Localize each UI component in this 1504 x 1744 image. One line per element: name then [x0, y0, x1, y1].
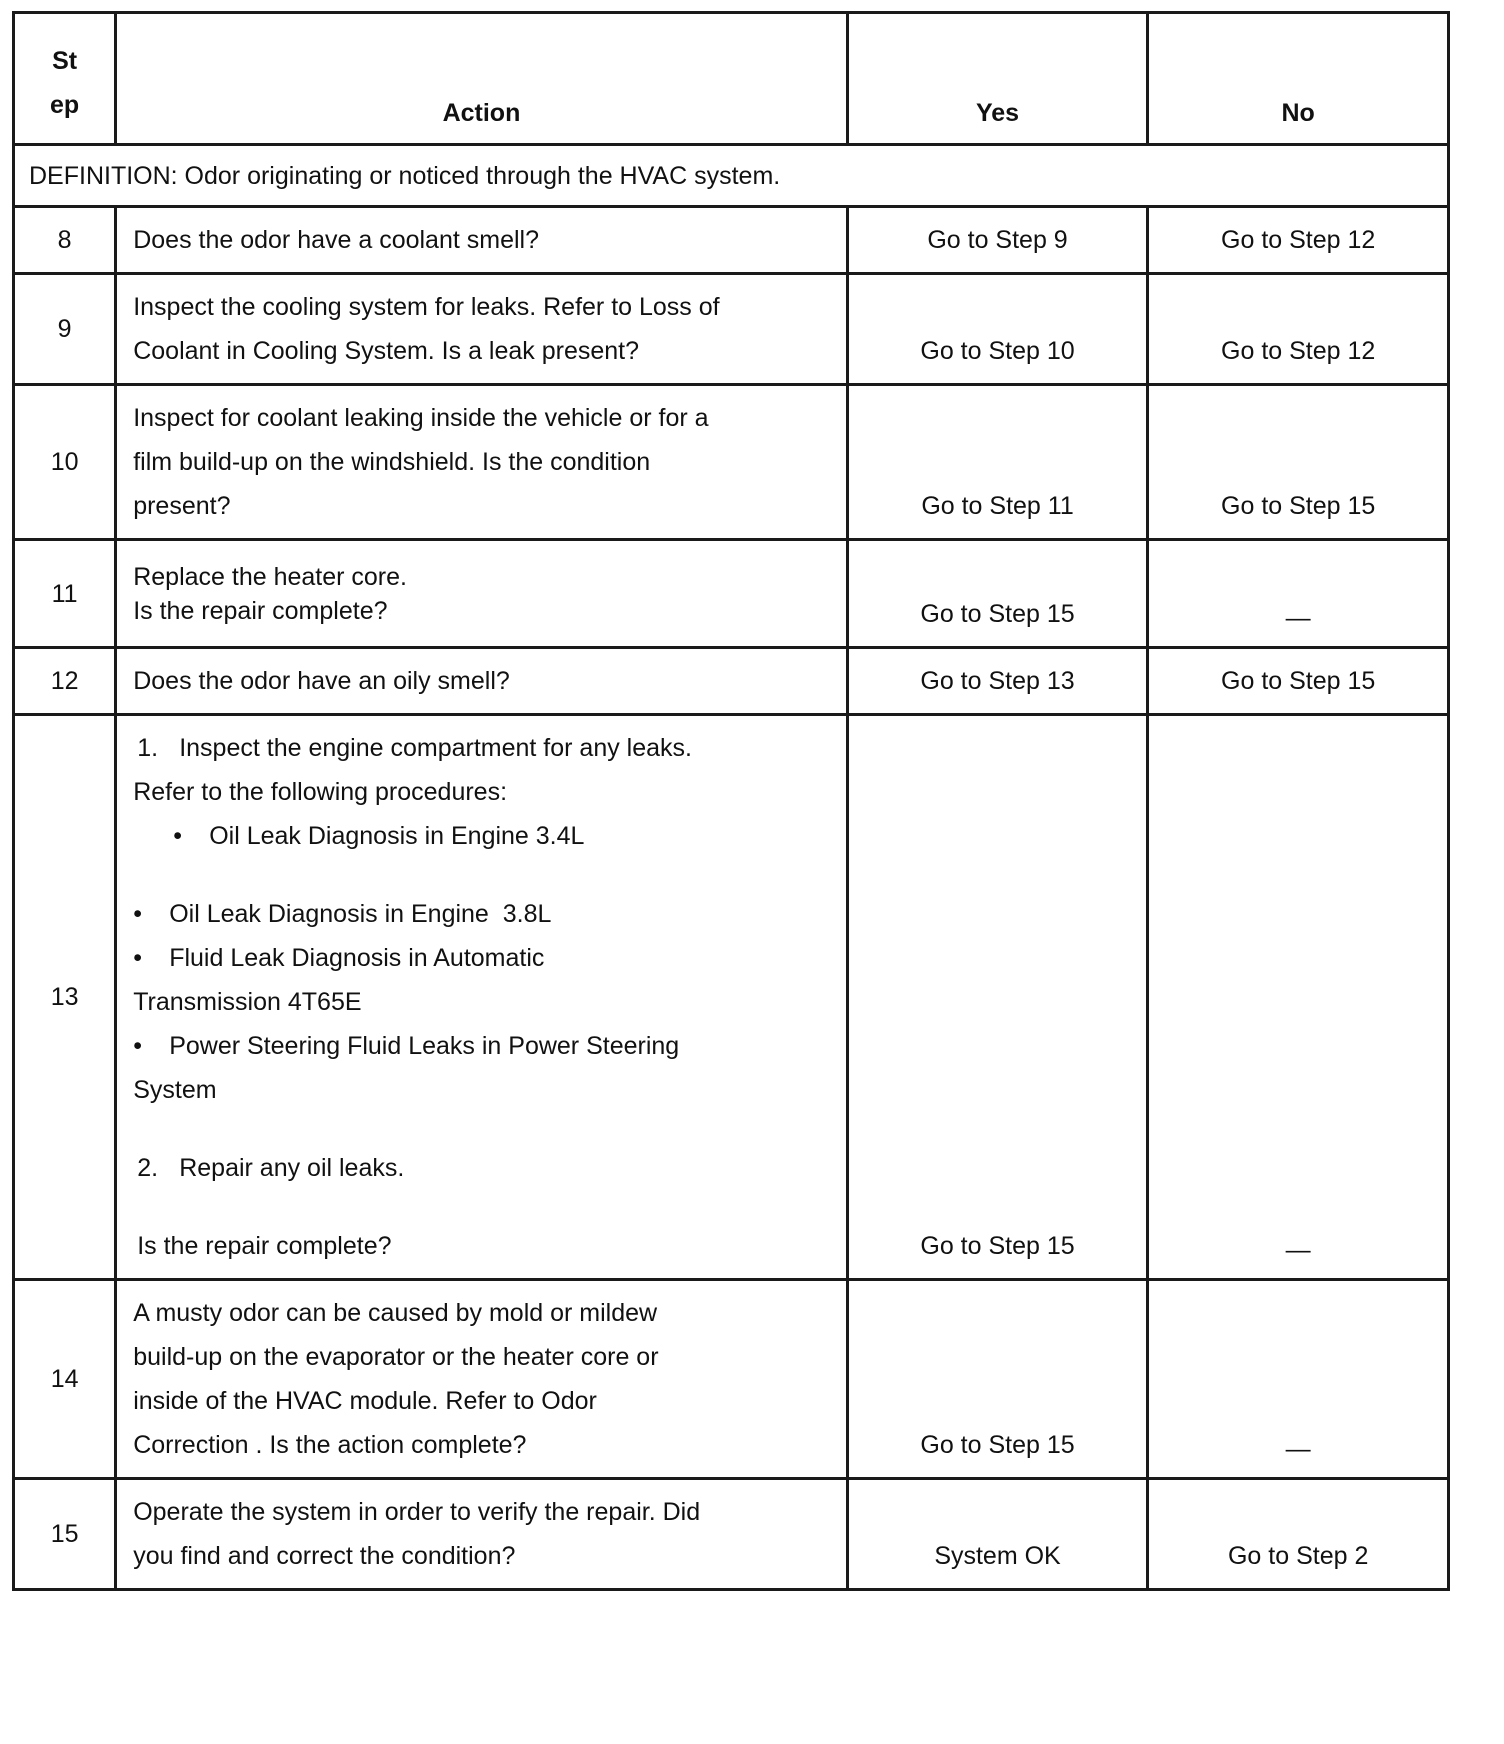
- bullet-text: Oil Leak Diagnosis in Engine 3.8L: [169, 900, 552, 928]
- table-row: [14, 1479, 1449, 1590]
- step-number: 13: [14, 715, 116, 1280]
- diagnostic-table: [12, 11, 1450, 1591]
- item-number: 1.: [137, 734, 159, 762]
- spacer: [133, 1190, 832, 1224]
- definition-row: [14, 145, 1449, 207]
- header-step-line-2: ep: [50, 90, 80, 119]
- table-row: [14, 207, 1449, 274]
- action-text: [116, 1280, 848, 1479]
- table-row: [14, 274, 1449, 385]
- action-line: Coolant in Cooling System. Is a leak present?: [133, 337, 640, 365]
- spacer: [133, 858, 832, 892]
- step-number: 9: [14, 274, 116, 385]
- header-step-line-1: St: [52, 46, 78, 75]
- bullet-text: Power Steering Fluid Leaks in Power Steering: [169, 1032, 680, 1060]
- yes-result: Go to Step 15: [847, 1280, 1148, 1479]
- step-number: 14: [14, 1280, 116, 1479]
- header-yes: Yes: [847, 13, 1148, 145]
- yes-result: System OK: [847, 1479, 1148, 1590]
- item-text: Inspect the engine compartment for any leaks.: [179, 734, 692, 762]
- no-result: Go to Step 12: [1148, 274, 1449, 385]
- action-line: you find and correct the condition?: [133, 1542, 516, 1570]
- no-result: —: [1148, 715, 1449, 1280]
- table-row: [14, 540, 1449, 648]
- step-number: 8: [14, 207, 116, 274]
- header-row: [14, 13, 1449, 145]
- no-result: Go to Step 12: [1148, 207, 1449, 274]
- yes-result: Go to Step 13: [847, 648, 1148, 715]
- bullet-item: [133, 936, 832, 980]
- action-line: Replace the heater core.: [133, 562, 407, 591]
- action-line: Does the odor have a coolant smell?: [133, 226, 540, 254]
- action-line: A musty odor can be caused by mold or mildew: [133, 1299, 658, 1327]
- action-line: Inspect for coolant leaking inside the vehicle or for a: [133, 404, 709, 432]
- numbered-item-2: [133, 1146, 832, 1190]
- no-result: —: [1148, 1280, 1449, 1479]
- action-text: [116, 274, 848, 385]
- table-row: [14, 715, 1449, 1280]
- action-line: Correction . Is the action complete?: [133, 1431, 527, 1459]
- action-line: Is the repair complete?: [133, 596, 388, 625]
- no-result: Go to Step 15: [1148, 648, 1449, 715]
- bullet-text: Oil Leak Diagnosis in Engine 3.4L: [209, 822, 585, 850]
- action-line: build-up on the evaporator or the heater core or: [133, 1343, 659, 1371]
- bullet-item: [133, 814, 832, 858]
- action-text: [116, 385, 848, 540]
- header-no: No: [1148, 13, 1449, 145]
- yes-result: Go to Step 15: [847, 540, 1148, 648]
- bullet-item: [133, 1024, 832, 1068]
- bullet-text: Fluid Leak Diagnosis in Automatic: [169, 944, 545, 972]
- yes-result: Go to Step 10: [847, 274, 1148, 385]
- no-result: Go to Step 15: [1148, 385, 1449, 540]
- action-text: [116, 207, 848, 274]
- item-text: Repair any oil leaks.: [179, 1154, 405, 1182]
- table-row: [14, 648, 1449, 715]
- action-question: Is the repair complete?: [137, 1232, 392, 1260]
- action-line: film build-up on the windshield. Is the condition: [133, 448, 651, 476]
- action-text: [116, 1479, 848, 1590]
- table-row: [14, 385, 1449, 540]
- no-result: Go to Step 2: [1148, 1479, 1449, 1590]
- action-line: Inspect the cooling system for leaks. Refer to Loss of: [133, 293, 720, 321]
- step-number: 10: [14, 385, 116, 540]
- table-row: [14, 1280, 1449, 1479]
- action-text: [116, 715, 848, 1280]
- step-number: 11: [14, 540, 116, 648]
- action-line: Transmission 4T65E: [133, 988, 362, 1016]
- yes-result: Go to Step 15: [847, 715, 1148, 1280]
- action-text: [116, 648, 848, 715]
- action-line: inside of the HVAC module. Refer to Odor: [133, 1387, 597, 1415]
- action-text: [116, 540, 848, 648]
- action-line: present?: [133, 492, 231, 520]
- header-action: Action: [116, 13, 848, 145]
- spacer: [133, 1112, 832, 1146]
- no-result: —: [1148, 540, 1449, 648]
- bullet-icon: •: [133, 944, 142, 972]
- action-line: Does the odor have an oily smell?: [133, 667, 510, 695]
- item-number: 2.: [137, 1154, 159, 1182]
- step-number: 12: [14, 648, 116, 715]
- bullet-icon: •: [133, 900, 142, 928]
- action-line: Operate the system in order to verify the repair. Did: [133, 1498, 701, 1526]
- header-step: [14, 13, 116, 145]
- action-line: Refer to the following procedures:: [133, 778, 508, 806]
- definition-text: DEFINITION: Odor originating or noticed through the HVAC system.: [14, 145, 1449, 207]
- action-line: System: [133, 1076, 217, 1104]
- bullet-item: [133, 892, 832, 936]
- bullet-icon: •: [133, 1032, 142, 1060]
- bullet-icon: •: [173, 822, 182, 850]
- step-number: 15: [14, 1479, 116, 1590]
- yes-result: Go to Step 11: [847, 385, 1148, 540]
- numbered-item-1: [133, 726, 832, 770]
- yes-result: Go to Step 9: [847, 207, 1148, 274]
